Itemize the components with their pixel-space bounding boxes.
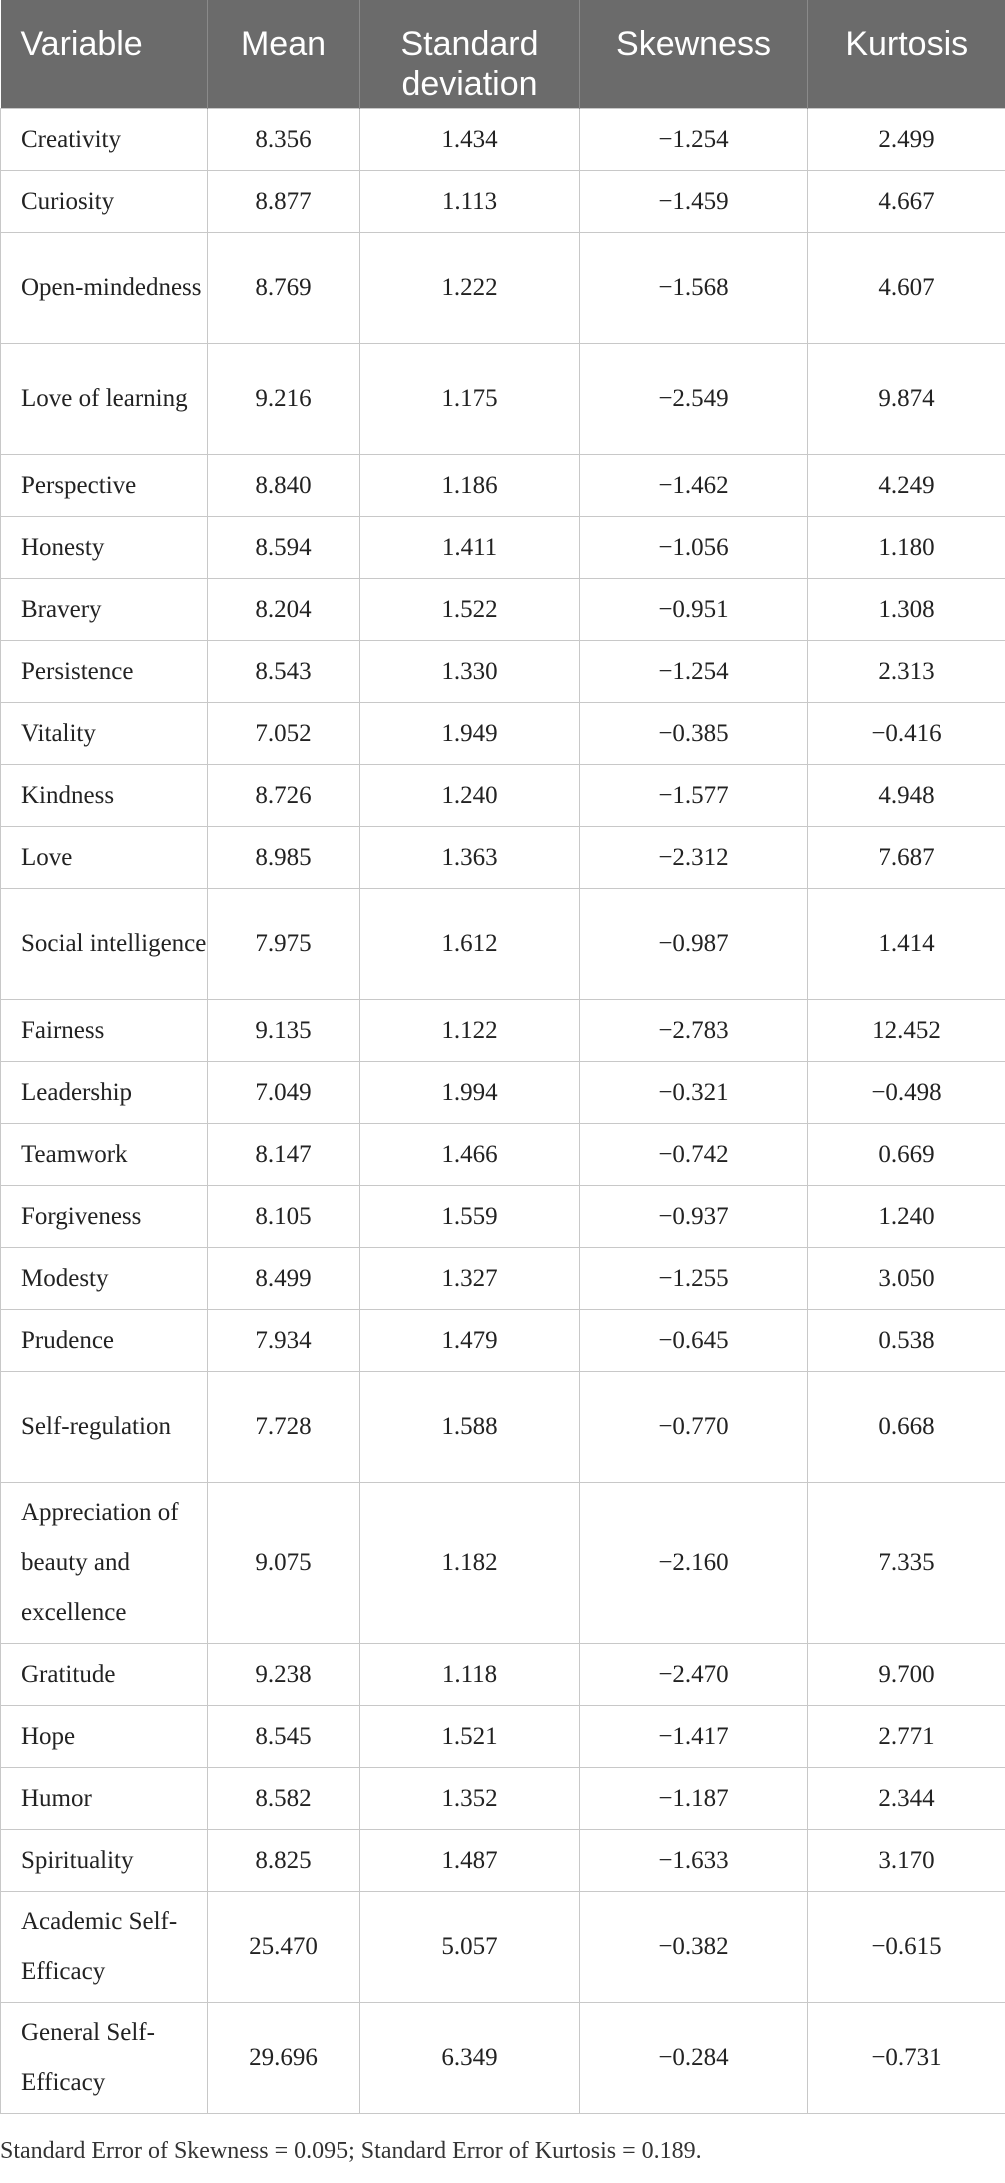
cell-mean: 7.049 bbox=[208, 1062, 360, 1124]
cell-skewness: −2.549 bbox=[580, 344, 808, 455]
table-row bbox=[1, 517, 1005, 579]
cell-variable: Creativity bbox=[1, 109, 208, 171]
cell-sd: 1.612 bbox=[360, 889, 580, 1000]
cell-sd: 1.994 bbox=[360, 1062, 580, 1124]
cell-skewness: −0.937 bbox=[580, 1186, 808, 1248]
cell-kurtosis: 1.240 bbox=[808, 1186, 1005, 1248]
cell-kurtosis: −0.615 bbox=[808, 1892, 1005, 2003]
cell-variable: Perspective bbox=[1, 455, 208, 517]
cell-mean: 7.975 bbox=[208, 889, 360, 1000]
cell-skewness: −1.417 bbox=[580, 1706, 808, 1768]
table-row bbox=[1, 1644, 1005, 1706]
table-row bbox=[1, 1310, 1005, 1372]
cell-mean: 8.594 bbox=[208, 517, 360, 579]
cell-mean: 8.582 bbox=[208, 1768, 360, 1830]
cell-skewness: −1.187 bbox=[580, 1768, 808, 1830]
table-row bbox=[1, 579, 1005, 641]
cell-variable: Leadership bbox=[1, 1062, 208, 1124]
cell-sd: 1.222 bbox=[360, 233, 580, 344]
table-row bbox=[1, 1124, 1005, 1186]
cell-kurtosis: −0.416 bbox=[808, 703, 1005, 765]
cell-variable: Honesty bbox=[1, 517, 208, 579]
table-row bbox=[1, 827, 1005, 889]
cell-variable: Prudence bbox=[1, 1310, 208, 1372]
cell-skewness: −2.160 bbox=[580, 1483, 808, 1644]
cell-kurtosis: −0.498 bbox=[808, 1062, 1005, 1124]
cell-variable: Persistence bbox=[1, 641, 208, 703]
cell-kurtosis: 3.050 bbox=[808, 1248, 1005, 1310]
cell-mean: 8.726 bbox=[208, 765, 360, 827]
cell-variable: Social intelligence bbox=[1, 889, 208, 1000]
cell-kurtosis: 4.948 bbox=[808, 765, 1005, 827]
cell-sd: 1.122 bbox=[360, 1000, 580, 1062]
table-row bbox=[1, 1186, 1005, 1248]
cell-sd: 1.521 bbox=[360, 1706, 580, 1768]
cell-kurtosis: 4.667 bbox=[808, 171, 1005, 233]
cell-kurtosis: 0.669 bbox=[808, 1124, 1005, 1186]
cell-skewness: −1.633 bbox=[580, 1830, 808, 1892]
cell-kurtosis: 2.313 bbox=[808, 641, 1005, 703]
cell-variable: Bravery bbox=[1, 579, 208, 641]
header-skewness: Skewness bbox=[580, 0, 808, 109]
table-row bbox=[1, 1000, 1005, 1062]
table-row bbox=[1, 765, 1005, 827]
cell-sd: 1.949 bbox=[360, 703, 580, 765]
cell-kurtosis: 0.538 bbox=[808, 1310, 1005, 1372]
header-variable: Variable bbox=[1, 0, 208, 109]
cell-mean: 29.696 bbox=[208, 2003, 360, 2114]
cell-mean: 8.204 bbox=[208, 579, 360, 641]
cell-variable: Self-regulation bbox=[1, 1372, 208, 1483]
table-row bbox=[1, 641, 1005, 703]
table-footnote: Standard Error of Skewness = 0.095; Standard Error of Kurtosis = 0.189. bbox=[0, 2138, 702, 2164]
cell-sd: 1.434 bbox=[360, 109, 580, 171]
cell-variable: Spirituality bbox=[1, 1830, 208, 1892]
cell-skewness: −0.382 bbox=[580, 1892, 808, 2003]
cell-skewness: −1.459 bbox=[580, 171, 808, 233]
cell-mean: 8.877 bbox=[208, 171, 360, 233]
cell-variable: Teamwork bbox=[1, 1124, 208, 1186]
table-row bbox=[1, 1248, 1005, 1310]
cell-kurtosis: 0.668 bbox=[808, 1372, 1005, 1483]
cell-variable: Kindness bbox=[1, 765, 208, 827]
cell-kurtosis: 9.700 bbox=[808, 1644, 1005, 1706]
cell-kurtosis: 12.452 bbox=[808, 1000, 1005, 1062]
cell-variable: Modesty bbox=[1, 1248, 208, 1310]
cell-skewness: −0.987 bbox=[580, 889, 808, 1000]
cell-skewness: −1.577 bbox=[580, 765, 808, 827]
table-row bbox=[1, 1062, 1005, 1124]
cell-variable: Open-mindedness bbox=[1, 233, 208, 344]
cell-skewness: −1.056 bbox=[580, 517, 808, 579]
cell-mean: 9.238 bbox=[208, 1644, 360, 1706]
cell-sd: 1.411 bbox=[360, 517, 580, 579]
cell-mean: 9.216 bbox=[208, 344, 360, 455]
cell-mean: 7.728 bbox=[208, 1372, 360, 1483]
header-standard-deviation: Standard deviation bbox=[360, 0, 580, 109]
header-mean: Mean bbox=[208, 0, 360, 109]
table-row bbox=[1, 1483, 1005, 1644]
table-row bbox=[1, 2003, 1005, 2114]
cell-kurtosis: 3.170 bbox=[808, 1830, 1005, 1892]
cell-kurtosis: 2.499 bbox=[808, 109, 1005, 171]
cell-mean: 8.825 bbox=[208, 1830, 360, 1892]
cell-kurtosis: 1.308 bbox=[808, 579, 1005, 641]
cell-mean: 25.470 bbox=[208, 1892, 360, 2003]
cell-skewness: −0.951 bbox=[580, 579, 808, 641]
table-row bbox=[1, 1706, 1005, 1768]
cell-mean: 9.135 bbox=[208, 1000, 360, 1062]
cell-skewness: −1.255 bbox=[580, 1248, 808, 1310]
cell-skewness: −1.462 bbox=[580, 455, 808, 517]
cell-sd: 1.466 bbox=[360, 1124, 580, 1186]
cell-skewness: −0.770 bbox=[580, 1372, 808, 1483]
cell-skewness: −0.385 bbox=[580, 703, 808, 765]
cell-skewness: −0.284 bbox=[580, 2003, 808, 2114]
cell-sd: 1.522 bbox=[360, 579, 580, 641]
cell-variable: Humor bbox=[1, 1768, 208, 1830]
cell-sd: 1.363 bbox=[360, 827, 580, 889]
cell-skewness: −0.742 bbox=[580, 1124, 808, 1186]
cell-sd: 1.182 bbox=[360, 1483, 580, 1644]
cell-kurtosis: 7.687 bbox=[808, 827, 1005, 889]
cell-kurtosis: 2.771 bbox=[808, 1706, 1005, 1768]
cell-variable: General Self-Efficacy bbox=[1, 2003, 208, 2114]
cell-skewness: −0.645 bbox=[580, 1310, 808, 1372]
table-row bbox=[1, 1768, 1005, 1830]
cell-skewness: −1.568 bbox=[580, 233, 808, 344]
cell-sd: 1.479 bbox=[360, 1310, 580, 1372]
cell-sd: 1.330 bbox=[360, 641, 580, 703]
cell-mean: 7.052 bbox=[208, 703, 360, 765]
cell-mean: 7.934 bbox=[208, 1310, 360, 1372]
cell-variable: Appreciation of beauty and excellence bbox=[1, 1483, 208, 1644]
cell-variable: Love bbox=[1, 827, 208, 889]
cell-sd: 1.175 bbox=[360, 344, 580, 455]
cell-sd: 6.349 bbox=[360, 2003, 580, 2114]
cell-mean: 8.769 bbox=[208, 233, 360, 344]
cell-kurtosis: 4.249 bbox=[808, 455, 1005, 517]
cell-skewness: −1.254 bbox=[580, 641, 808, 703]
table-row bbox=[1, 1830, 1005, 1892]
cell-skewness: −2.312 bbox=[580, 827, 808, 889]
cell-kurtosis: 9.874 bbox=[808, 344, 1005, 455]
cell-mean: 8.543 bbox=[208, 641, 360, 703]
cell-sd: 1.113 bbox=[360, 171, 580, 233]
cell-variable: Curiosity bbox=[1, 171, 208, 233]
cell-variable: Academic Self-Efficacy bbox=[1, 1892, 208, 2003]
cell-mean: 8.985 bbox=[208, 827, 360, 889]
cell-sd: 1.186 bbox=[360, 455, 580, 517]
cell-sd: 1.352 bbox=[360, 1768, 580, 1830]
table-row bbox=[1, 1892, 1005, 2003]
cell-sd: 1.487 bbox=[360, 1830, 580, 1892]
cell-variable: Forgiveness bbox=[1, 1186, 208, 1248]
cell-kurtosis: −0.731 bbox=[808, 2003, 1005, 2114]
table-header bbox=[1, 0, 1005, 109]
cell-sd: 1.559 bbox=[360, 1186, 580, 1248]
header-row bbox=[1, 0, 1005, 109]
cell-sd: 1.327 bbox=[360, 1248, 580, 1310]
cell-variable: Vitality bbox=[1, 703, 208, 765]
cell-mean: 8.840 bbox=[208, 455, 360, 517]
cell-mean: 8.356 bbox=[208, 109, 360, 171]
header-kurtosis: Kurtosis bbox=[808, 0, 1005, 109]
cell-skewness: −2.783 bbox=[580, 1000, 808, 1062]
cell-kurtosis: 1.414 bbox=[808, 889, 1005, 1000]
cell-skewness: −1.254 bbox=[580, 109, 808, 171]
cell-mean: 8.545 bbox=[208, 1706, 360, 1768]
cell-sd: 5.057 bbox=[360, 1892, 580, 2003]
table-row bbox=[1, 171, 1005, 233]
cell-mean: 8.105 bbox=[208, 1186, 360, 1248]
cell-mean: 8.147 bbox=[208, 1124, 360, 1186]
cell-variable: Love of learning bbox=[1, 344, 208, 455]
cell-variable: Fairness bbox=[1, 1000, 208, 1062]
cell-mean: 8.499 bbox=[208, 1248, 360, 1310]
table-row bbox=[1, 1372, 1005, 1483]
table-row bbox=[1, 889, 1005, 1000]
table-row bbox=[1, 703, 1005, 765]
cell-skewness: −2.470 bbox=[580, 1644, 808, 1706]
cell-variable: Hope bbox=[1, 1706, 208, 1768]
cell-sd: 1.240 bbox=[360, 765, 580, 827]
table-row bbox=[1, 233, 1005, 344]
cell-kurtosis: 4.607 bbox=[808, 233, 1005, 344]
table-row bbox=[1, 344, 1005, 455]
table-body bbox=[1, 109, 1005, 2114]
table-row bbox=[1, 109, 1005, 171]
cell-kurtosis: 7.335 bbox=[808, 1483, 1005, 1644]
table-row bbox=[1, 455, 1005, 517]
cell-kurtosis: 2.344 bbox=[808, 1768, 1005, 1830]
cell-kurtosis: 1.180 bbox=[808, 517, 1005, 579]
cell-sd: 1.118 bbox=[360, 1644, 580, 1706]
cell-variable: Gratitude bbox=[1, 1644, 208, 1706]
cell-skewness: −0.321 bbox=[580, 1062, 808, 1124]
cell-sd: 1.588 bbox=[360, 1372, 580, 1483]
cell-mean: 9.075 bbox=[208, 1483, 360, 1644]
